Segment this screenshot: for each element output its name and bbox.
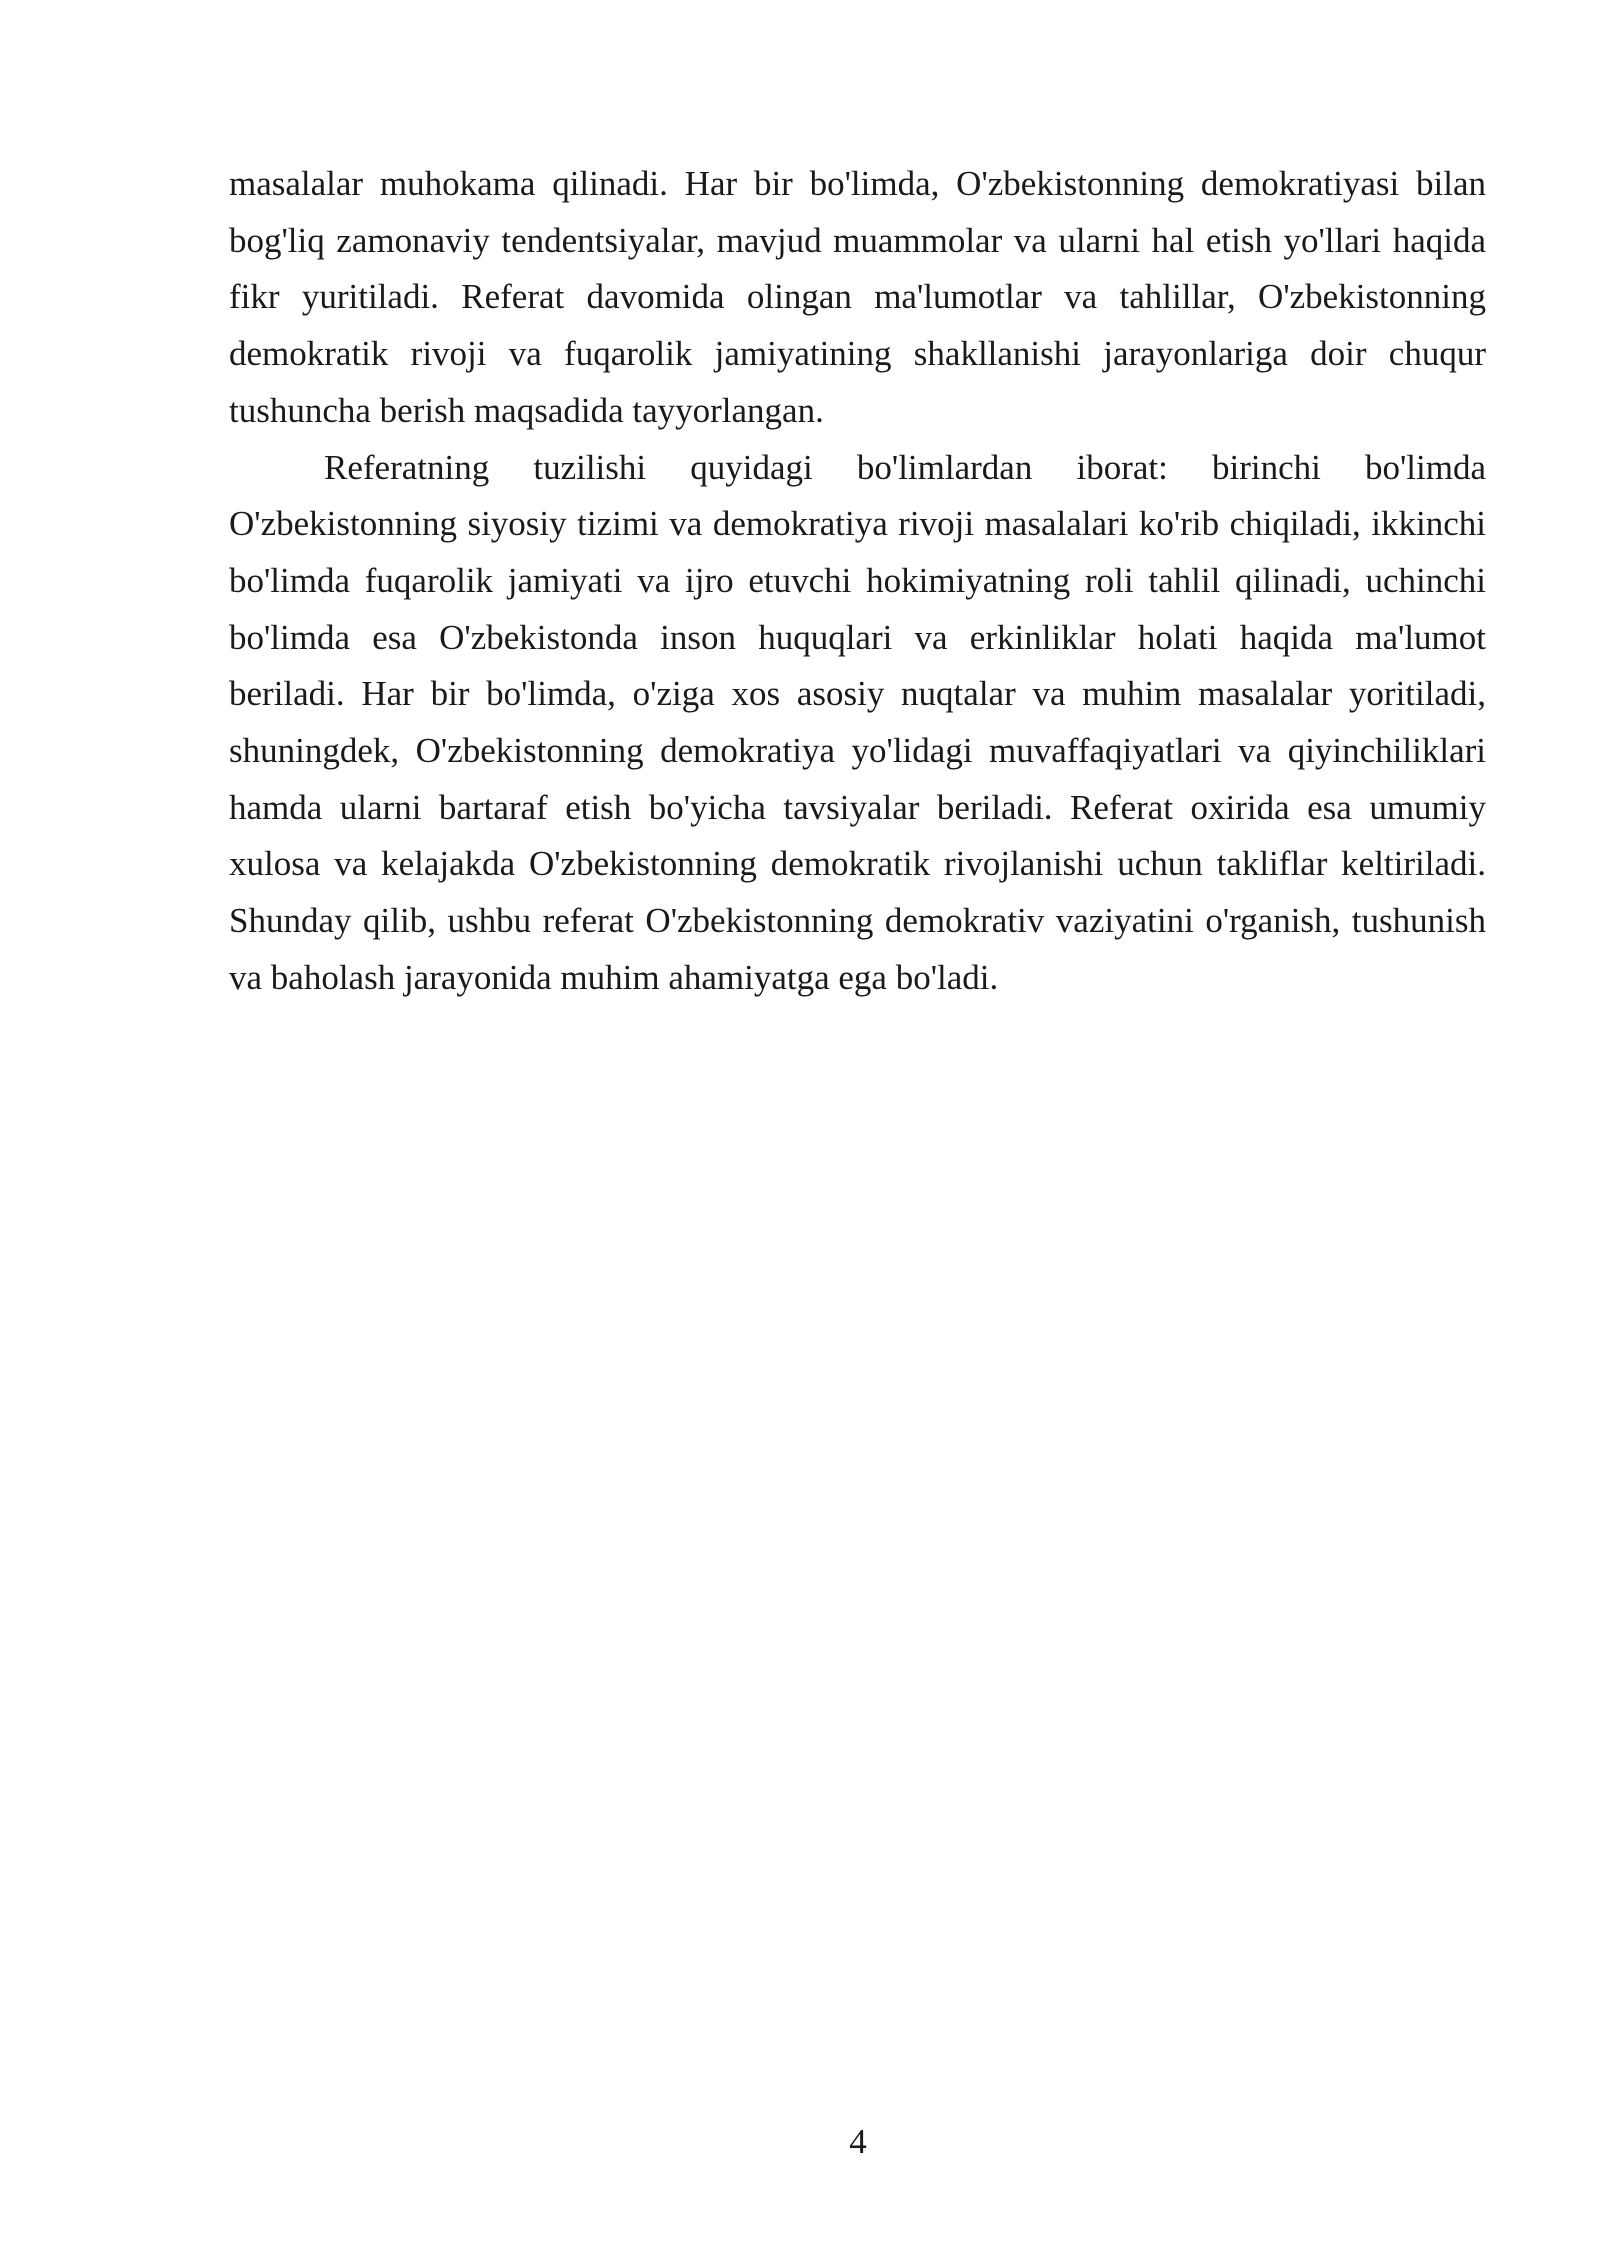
page-number: 4 (849, 2122, 867, 2161)
paragraph-continuation: masalalar muhokama qilinadi. Har bir bo'limda, O'zbekistonning demokratiyasi bilan bog'liq zamonaviy tendentsiyalar, mavjud muammolar va ularni hal etish yo'llari haqida fikr yuritiladi. Referat davomida olingan ma'lumotlar va tahlillar, O'zbekistonning demokratik rivoji va fuqarolik jamiyatining shakllanishi jarayonlariga doir chuqur tushuncha berish maqsadida tayyorlangan. (229, 164, 1486, 430)
paragraph-structure: Referatning tuzilishi quyidagi bo'limlardan iborat: birinchi bo'limda O'zbekistonning siyosiy tizimi va demokratiya rivoji masalalari ko'rib chiqiladi, ikkinchi bo'limda fuqarolik jamiyati va ijro etuvchi hokimiyatning roli tahlil qilinadi, uchinchi bo'limda esa O'zbekistonda inson huquqlari va erkinliklar holati haqida ma'lumot beriladi. Har bir bo'limda, o'ziga xos asosiy nuqtalar va muhim masalalar yoritiladi, shuningdek, O'zbekistonning demokratiya yo'lidagi muvaffaqiyatlari va qiyinchiliklari hamda ularni bartaraf etish bo'yicha tavsiyalar beriladi. Referat oxirida esa umumiy xulosa va kelajakda O'zbekistonning demokratik rivojlanishi uchun takliflar keltiriladi. Shunday qilib, ushbu referat O'zbekistonning demokrativ vaziyatini o'rganish, tushunish va baholash jarayonida muhim ahamiyatga ega bo'ladi. (229, 447, 1486, 997)
body-text (229, 156, 1486, 1007)
